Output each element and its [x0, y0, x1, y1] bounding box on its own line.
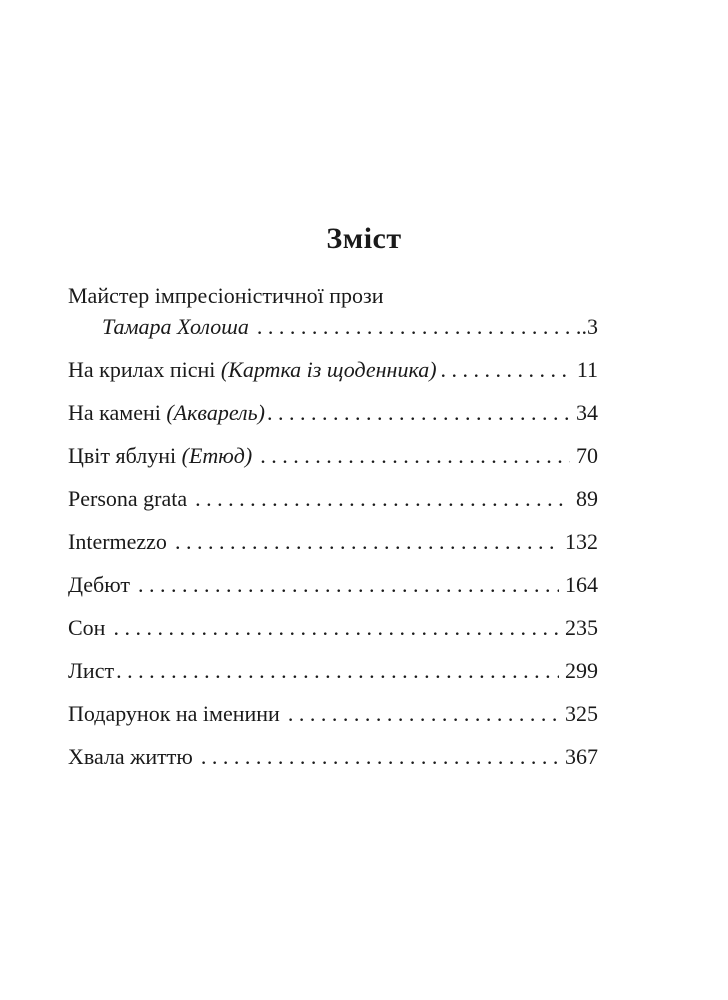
- toc-entry-title: На крилах пісні (Картка із щоденника): [68, 357, 437, 382]
- toc-entry-author: Тамара Холоша: [102, 314, 249, 339]
- toc-page-number: 164: [565, 572, 598, 597]
- toc-leader-dots: [175, 527, 559, 557]
- toc-page-number: 70: [576, 443, 598, 468]
- toc-page-number: 34: [576, 400, 598, 425]
- table-of-contents: [68, 280, 598, 785]
- toc-entry[interactable]: [68, 441, 598, 471]
- toc-entry-title: Хвала життю: [68, 744, 193, 769]
- toc-entry-title: Подарунок на іменини: [68, 701, 280, 726]
- toc-entry[interactable]: [68, 656, 598, 686]
- toc-leader-dots: [441, 355, 571, 385]
- toc-entry-title: Лист: [68, 658, 115, 683]
- toc-page-number: 235: [565, 615, 598, 640]
- toc-leader-dots: [201, 742, 559, 772]
- toc-entry[interactable]: [68, 613, 598, 643]
- toc-entry-preface[interactable]: [68, 280, 598, 342]
- page-title: Зміст: [326, 222, 402, 255]
- toc-leader-dots: [288, 699, 559, 729]
- toc-entry-title: Сон: [68, 615, 106, 640]
- toc-entry[interactable]: [68, 699, 598, 729]
- toc-leader-dots: [195, 484, 570, 514]
- toc-entry-title: Intermezzo: [68, 529, 167, 554]
- toc-entry[interactable]: [68, 742, 598, 772]
- toc-page-number: 11: [576, 357, 598, 382]
- toc-entry-author-line: [68, 312, 598, 342]
- toc-entry-title: На камені (Акварель): [68, 400, 265, 425]
- toc-entry-title: Майстер імпресіоністичної прози: [68, 283, 384, 308]
- toc-page-number: 325: [565, 701, 598, 726]
- toc-entry-subtitle: (Картка із щоденника): [220, 357, 437, 382]
- toc-entry-title: Дебют: [68, 572, 130, 597]
- toc-entry-title: Цвіт яблуні (Етюд): [68, 443, 253, 468]
- toc-page-number: 367: [565, 744, 598, 769]
- toc-entry-subtitle: (Акварель): [166, 400, 265, 425]
- toc-entry[interactable]: [68, 398, 598, 428]
- toc-page-number: 132: [565, 529, 598, 554]
- toc-entry-subtitle: (Етюд): [181, 443, 253, 468]
- toc-leader-dots: [113, 613, 559, 643]
- toc-entry-title-line: [68, 280, 598, 312]
- toc-entry[interactable]: [68, 570, 598, 600]
- toc-page-number: .3: [581, 314, 598, 339]
- toc-entry[interactable]: [68, 355, 598, 385]
- toc-leader-dots: [267, 398, 570, 428]
- toc-leader-dots: [260, 441, 570, 471]
- toc-entry[interactable]: [68, 527, 598, 557]
- toc-entry[interactable]: [68, 484, 598, 514]
- toc-page-number: 89: [576, 486, 598, 511]
- toc-page-number: 299: [565, 658, 598, 683]
- toc-leader-dots: [138, 570, 559, 600]
- toc-entry-title: Persona grata: [68, 486, 188, 511]
- toc-leader-dots: [257, 312, 582, 342]
- toc-leader-dots: [116, 656, 559, 686]
